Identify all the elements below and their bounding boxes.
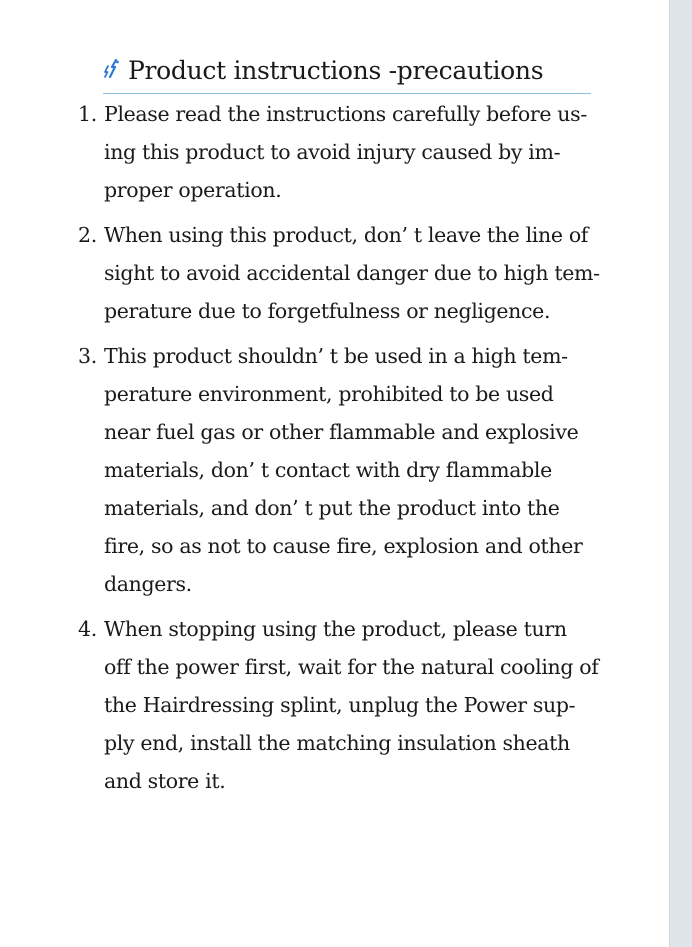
list-item-text-line: This product shouldn’ t be used in a high tem- xyxy=(104,344,568,368)
lightning-icon xyxy=(103,58,121,80)
section-header xyxy=(103,52,591,94)
list-item-text-line: ply end, install the matching insulation sheath xyxy=(104,731,570,755)
list-item-number: 3. xyxy=(78,344,97,368)
list-item-text-line: materials, don’ t contact with dry flammable xyxy=(104,458,552,482)
list-item-text-line: perature environment, prohibited to be used xyxy=(104,382,554,406)
list-item xyxy=(78,337,598,603)
list-item-text-line: When using this product, don’ t leave the line of xyxy=(104,223,589,247)
list-item-number: 4. xyxy=(78,617,97,641)
list-item-text-line: and store it. xyxy=(104,769,226,793)
list-item-text-line: ing this product to avoid injury caused by im- xyxy=(104,140,561,164)
list-item-text-line: proper operation. xyxy=(104,178,282,202)
list-item xyxy=(78,95,598,209)
list-item-text-line: dangers. xyxy=(104,572,192,596)
list-item-number: 2. xyxy=(78,223,97,247)
list-item-text-line: materials, and don’ t put the product into the xyxy=(104,496,560,520)
list-item-text-line: When stopping using the product, please turn xyxy=(104,617,567,641)
list-item xyxy=(78,216,598,330)
vertical-scrollbar[interactable] xyxy=(669,0,692,947)
precautions-list xyxy=(78,95,598,807)
list-item-text-line: sight to avoid accidental danger due to high tem- xyxy=(104,261,600,285)
list-item-text-line: perature due to forgetfulness or negligence. xyxy=(104,299,551,323)
list-item xyxy=(78,610,598,800)
page-title: Product instructions -precautions xyxy=(128,56,544,85)
list-item-text-line: Please read the instructions carefully before us- xyxy=(104,102,587,126)
list-item-text-line: near fuel gas or other flammable and explosive xyxy=(104,420,579,444)
list-item-text-line: fire, so as not to cause fire, explosion and other xyxy=(104,534,583,558)
list-item-text-line: the Hairdressing splint, unplug the Power sup- xyxy=(104,693,576,717)
list-item-text-line: off the power first, wait for the natural cooling of xyxy=(104,655,599,679)
list-item-number: 1. xyxy=(78,102,97,126)
